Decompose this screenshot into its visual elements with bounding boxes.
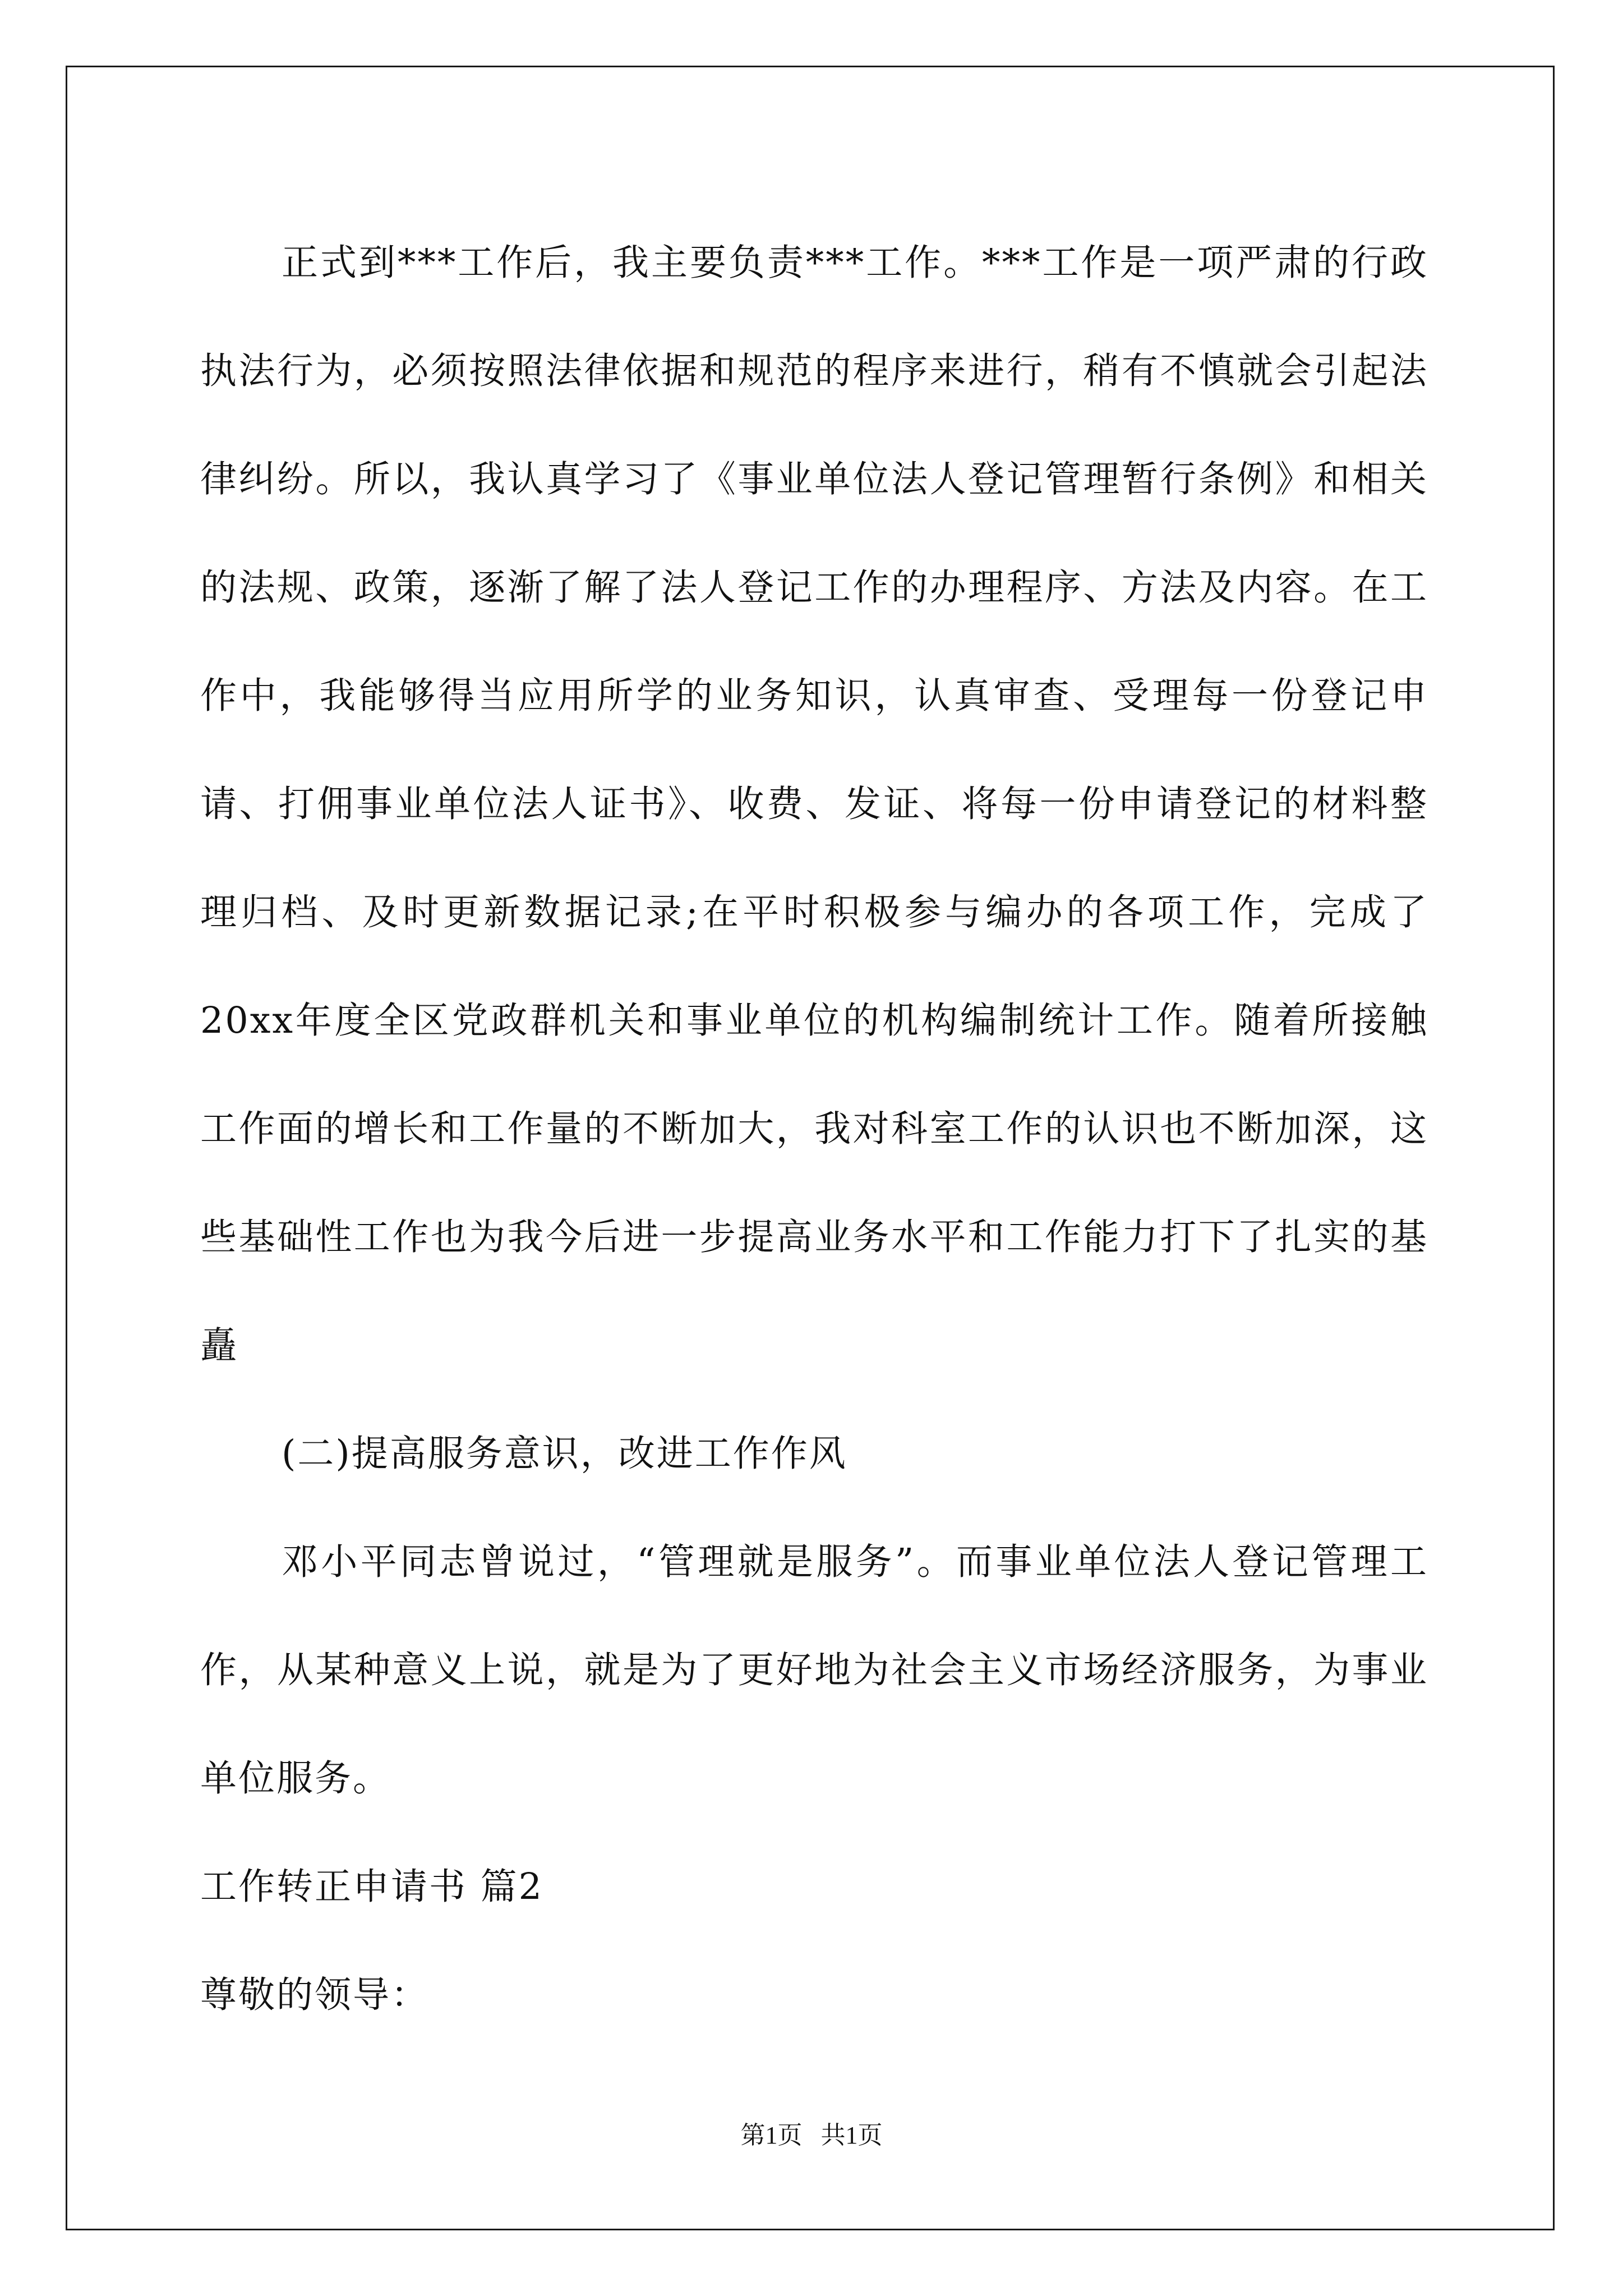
page-footer: 第1页 共1页	[740, 2122, 883, 2149]
section-title: 工作转正申请书 篇2	[200, 1866, 544, 1908]
body-paragraph-1: 正式到***工作后，我主要负责***工作。***工作是一项严肃的行政执法行为，必须按照法律依据和规范的程序来进行，稍有不慎就会引起法律纠纷。所以，我认真学习了《事业单位法人登记管理暂行条例》和相关的法规、政策，逐渐了解了法人登记工作的办理程序、方法及内容。在工作中，我能够得当应用所学的业务知识，认真审查、受理每一份登记申请、打佣事业单位法人证书》、收费、发证、将每一份申请登记的材料整理归档、及时更新数据记录;在平时积极参与编办的各项工作，完成了20xx年度全区党政群机关和事业单位的机构编制统计工作。随着所接触工作面的增长和工作量的不断加大，我对科室工作的认识也不断加深，这些基础性工作也为我今后进一步提高业务水平和工作能力打下了扎实的基矗	[200, 242, 1428, 1366]
subheading-paragraph: (二)提高服务意识，改进工作作风	[282, 1433, 847, 1475]
document-body	[200, 209, 1428, 2049]
body-paragraph-2: 邓小平同志曾说过，“管理就是服务”。而事业单位法人登记管理工作，从某种意义上说，就是为了更好地为社会主义市场经济服务，为事业单位服务。	[200, 1541, 1428, 1800]
salutation: 尊敬的领导：	[200, 1974, 430, 2016]
